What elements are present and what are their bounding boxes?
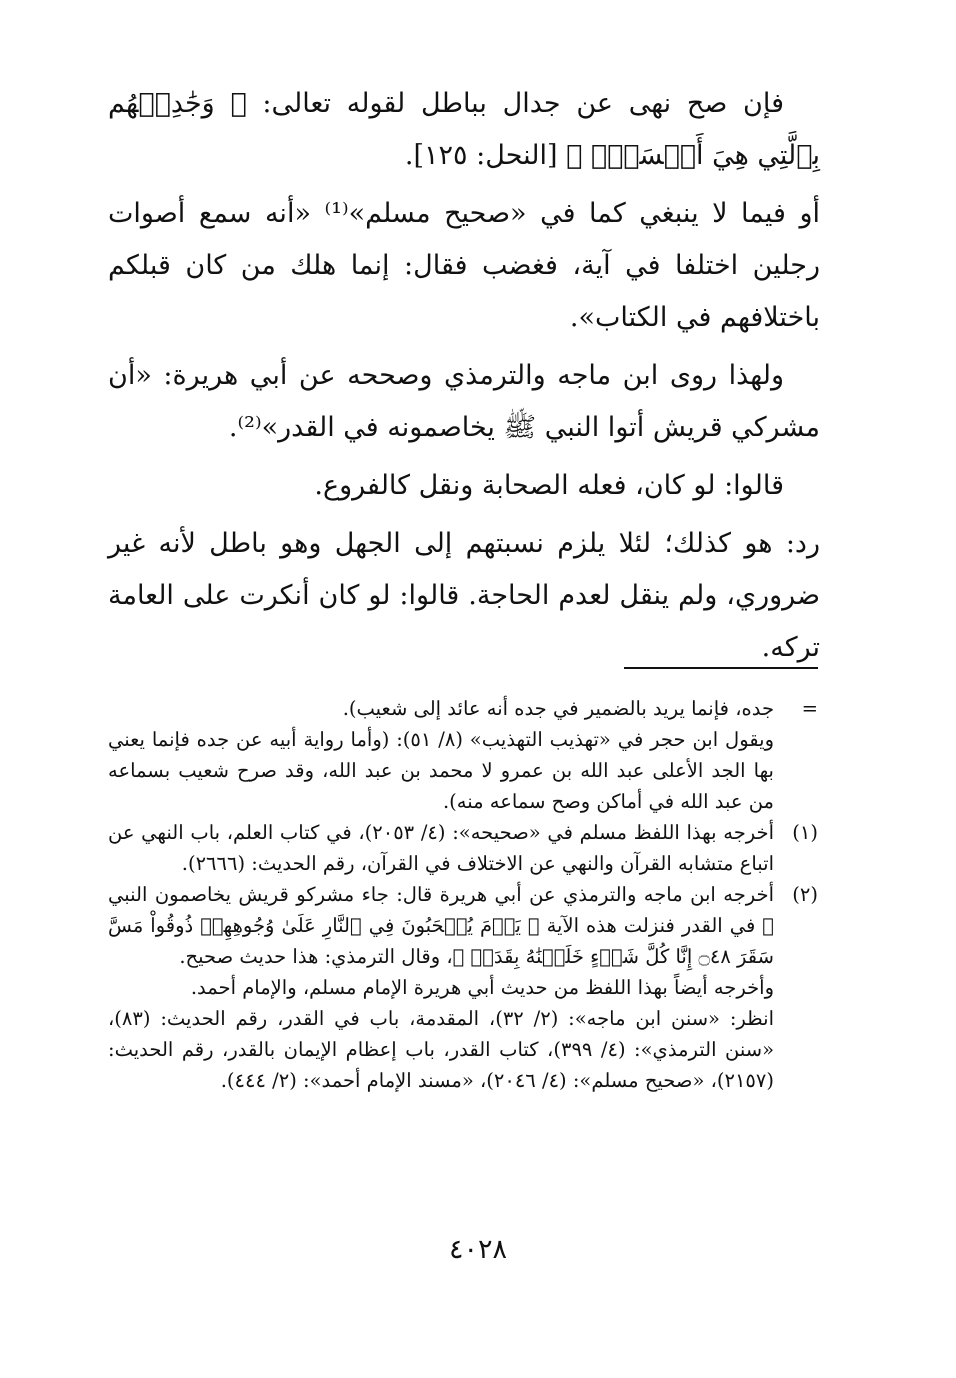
footnote-line: أخرجه ابن ماجه والترمذي عن أبي هريرة قال: جاء مشركو قريش يخاصمون النبي ﷺ في القدر فنزلت هذه الآية ﴿ يَوۡمَ يُسۡحَبُونَ فِي ٱلنَّارِ عَلَىٰ وُجُوهِهِمۡ ذُوقُواْ مَسَّ سَقَرَ ۝٤٨ إِنَّا كُلَّ شَيۡءٍ خَلَقۡنَٰهُ بِقَدَرٖ ﴾، وقال الترمذي: هذا حديث صحيح. — [108, 883, 774, 968]
footnote-line: وأخرجه أيضاً بهذا اللفظ من حديث أبي هريرة الإمام مسلم، والإمام أحمد. — [190, 976, 774, 999]
footnote-line: أخرجه بهذا اللفظ مسلم في «صحيحه»: (٤/ ٢٠٥٣)، في كتاب العلم، باب النهي عن اتباع متشابه القرآن والنهي عن الاختلاف في القرآن، رقم الحديث: (٢٦٦٦). — [108, 821, 774, 875]
footnotes — [108, 693, 818, 1096]
footnote-body — [108, 817, 774, 879]
page-number: ٤٠٢٨ — [448, 1234, 507, 1265]
footnote-line: جده، فإنما يريد بالضمير في جده أنه عائد إلى شعيب). — [342, 697, 774, 720]
footnote-1 — [108, 817, 818, 879]
footnote-2 — [108, 879, 818, 1096]
paragraph-ibn-majah: ولهذا روى ابن ماجه والترمذي وصححه عن أبي هريرة: «أن مشركي قريش أتوا النبي ﷺ يخاصمونه في القدر»⁽²⁾. — [108, 360, 820, 443]
footnote-line: ويقول ابن حجر في «تهذيب التهذيب» (٨/ ٥١): (وأما رواية أبيه عن جده فإنما يعني بها الجد الأعلى عبد الله بن عمرو لا محمد بن عبد الله، وقد صرح شعيب بسماعه من عبد الله في أماكن وصح سماعه منه). — [108, 728, 774, 813]
footnote-mark: (٢) — [792, 883, 818, 906]
footnote-line: انظر: «سنن ابن ماجه»: (٢/ ٣٢)، المقدمة، باب في القدر، رقم الحديث: (٨٣)، «سنن الترمذي»: (٤/ ٣٩٩)، كتاب القدر، باب إعظام الإيمان بالقدر، رقم الحديث: (٢١٥٧)، «صحيح مسلم»: (٤/ ٢٠٤٦)، «مسند الإمام أحمد»: (٢/ ٤٤٤). — [108, 1007, 774, 1092]
paragraph-sahih-muslim: أو فيما لا ينبغي كما في «صحيح مسلم»⁽¹⁾ «أنه سمع أصوات رجلين اختلفا في آية، فغضب فقال: إنما هلك من كان قبلكم باختلافهم في الكتاب». — [108, 198, 821, 333]
paragraph-objection: قالوا: لو كان، فعله الصحابة ونقل كالفروع. — [314, 470, 784, 501]
footnote-body — [108, 693, 774, 817]
paragraph-quran-citation: فإن صح نهى عن جدال بباطل لقوله تعالى: ﴿ وَجَٰدِلۡهُم بِٱلَّتِي هِيَ أَحۡسَنُۚ ﴾ [النحل: ١٢٥]. — [108, 88, 820, 171]
paragraph-reply: رد: هو كذلك؛ لئلا يلزم نسبتهم إلى الجهل وهو باطل لأنه غير ضروري، ولم ينقل لعدم الحاجة. قالوا: لو كان أنكرت على العامة تركه. — [108, 528, 820, 663]
footnote-mark: = — [801, 697, 818, 720]
footnote-separator — [624, 667, 818, 669]
footnote-body — [108, 879, 774, 1096]
footnote-mark: (١) — [792, 821, 818, 844]
footnote-continued — [108, 693, 818, 817]
main-text — [108, 78, 820, 680]
